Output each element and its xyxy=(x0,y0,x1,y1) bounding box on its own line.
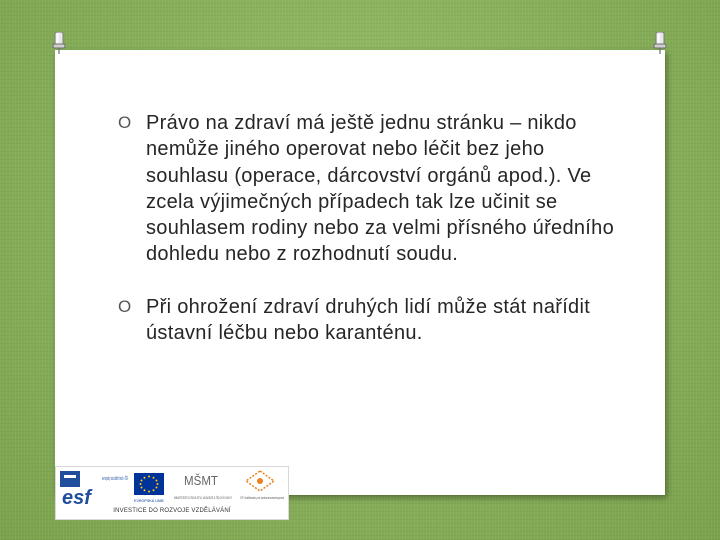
bullet-text: Při ohrožení zdraví druhých lidí může stát nařídit ústavní léčbu nebo karanténu. xyxy=(146,295,591,345)
sponsor-logos xyxy=(56,467,288,509)
esf-subtext: evropský sociální fond v ČR xyxy=(102,476,164,482)
logo-caption: INVESTICE DO ROZVOJE VZDĚLÁVÁNÍ xyxy=(113,508,231,514)
eu-text: EVROPSKÁ UNIE xyxy=(134,498,165,503)
bullet-marker: O xyxy=(118,113,132,132)
pushpin-right-icon xyxy=(653,32,667,54)
slide-content xyxy=(118,110,618,346)
msmt-subtext: MINISTERSTVO ŠKOLSTVÍ, MLÁDEŽE A TĚLOVÝCHOVY xyxy=(174,496,267,500)
msmt-logo-text: MŠMT xyxy=(184,473,219,488)
eu-logo-strip xyxy=(55,466,289,520)
esf-logo-text: esf xyxy=(62,487,91,509)
bullet-marker: O xyxy=(118,296,132,316)
eu-flag-logo xyxy=(134,473,164,503)
bullet-text: Právo na zdraví má ještě jednu stránku – nikdo nemůže jiného operovat nebo léčit bez jeho souhlasu (operace, dárcovství orgánů apod.). Ve zcela výjimečných případech tak lze učinit se souhlasem rodiny nebo za velmi přísného úředního dohledu nebo z rozhodnutí soudu. xyxy=(146,112,615,266)
bullet-item xyxy=(118,294,618,347)
op-subtext: OP Vzdělávání pro konkurenceschopnost xyxy=(240,496,285,500)
bullet-item xyxy=(118,110,618,268)
pushpin-left-icon xyxy=(52,32,66,54)
op-vk-logo xyxy=(240,471,284,500)
